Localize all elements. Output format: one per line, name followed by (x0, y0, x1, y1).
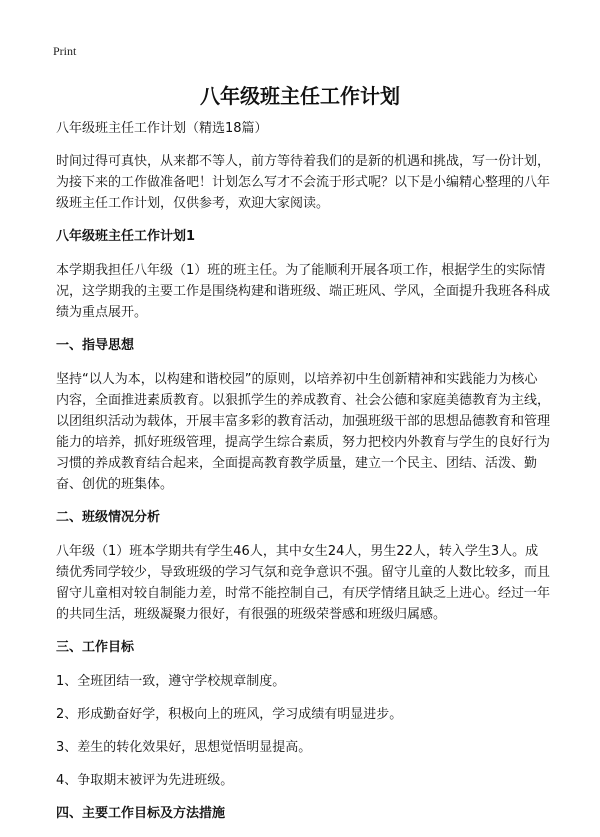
heading-main-measures: 四、主要工作目标及方法措施 (56, 806, 226, 821)
heading-work-goals: 三、工作目标 (56, 640, 135, 655)
class-analysis-paragraph: 八年级（1）班本学期共有学生46人，其中女生24人，男生22人，转入学生3人。成绩优秀同学较少，导致班级的学习气氛和竞争意识不强。留守儿童的人数比较多，而且留守儿童相对较自制能力差，时常不能控制自己，有厌学情绪且缺乏上进心。经过一年的共同生活，班级凝聚力很好，有很强的班级荣誉感和班级归属感。 (56, 544, 551, 622)
print-label[interactable]: Print (53, 44, 77, 58)
document-body (56, 118, 550, 837)
goal-item: 4、争取期末被评为先进班级。 (56, 773, 234, 788)
goal-item: 3、差生的转化效果好，思想觉悟明显提高。 (56, 740, 312, 755)
guiding-ideology-paragraph: 坚持“以人为本，以构建和谐校园”的原则，以培养初中生创新精神和实践能力为核心内容，全面推进素质教育。以狠抓学生的养成教育、社会公德和家庭美德教育为主线，以团组织活动为载体，开展丰富多彩的教育活动，加强班级干部的思想品德教育和管理能力的培养，抓好班级管理，提高学生综合素质，努力把校内外教育与学生的良好行为习惯的养成教育结合起来，全面提高教育教学质量，建立一个民主、团结、活泼、勤奋、创优的班集体。 (56, 372, 551, 492)
plan-1-intro-paragraph: 本学期我担任八年级（1）班的班主任。为了能顺利开展各项工作，根据学生的实际情况，这学期我的主要工作是围绕构建和谐班级、端正班风、学风，全面提升我班各科成绩为重点展开。 (56, 263, 551, 320)
page-title: 八年级班主任工作计划 (200, 84, 400, 108)
heading-guiding-ideology: 一、指导思想 (56, 338, 135, 353)
goal-item: 1、全班团结一致，遵守学校规章制度。 (56, 674, 286, 689)
goal-item: 2、形成勤奋好学，积极向上的班风，学习成绩有明显进步。 (56, 707, 403, 722)
subtitle: 八年级班主任工作计划（精选18篇） (56, 121, 268, 136)
intro-paragraph: 时间过得可真快，从来都不等人，前方等待着我们的是新的机遇和挑战，写一份计划，为接下来的工作做准备吧！计划怎么写才不会流于形式呢？以下是小编精心整理的八年级班主任工作计划，仅供参考，欢迎大家阅读。 (56, 154, 551, 211)
section-heading-plan-1: 八年级班主任工作计划1 (56, 229, 196, 244)
heading-class-analysis: 二、班级情况分析 (56, 510, 161, 525)
